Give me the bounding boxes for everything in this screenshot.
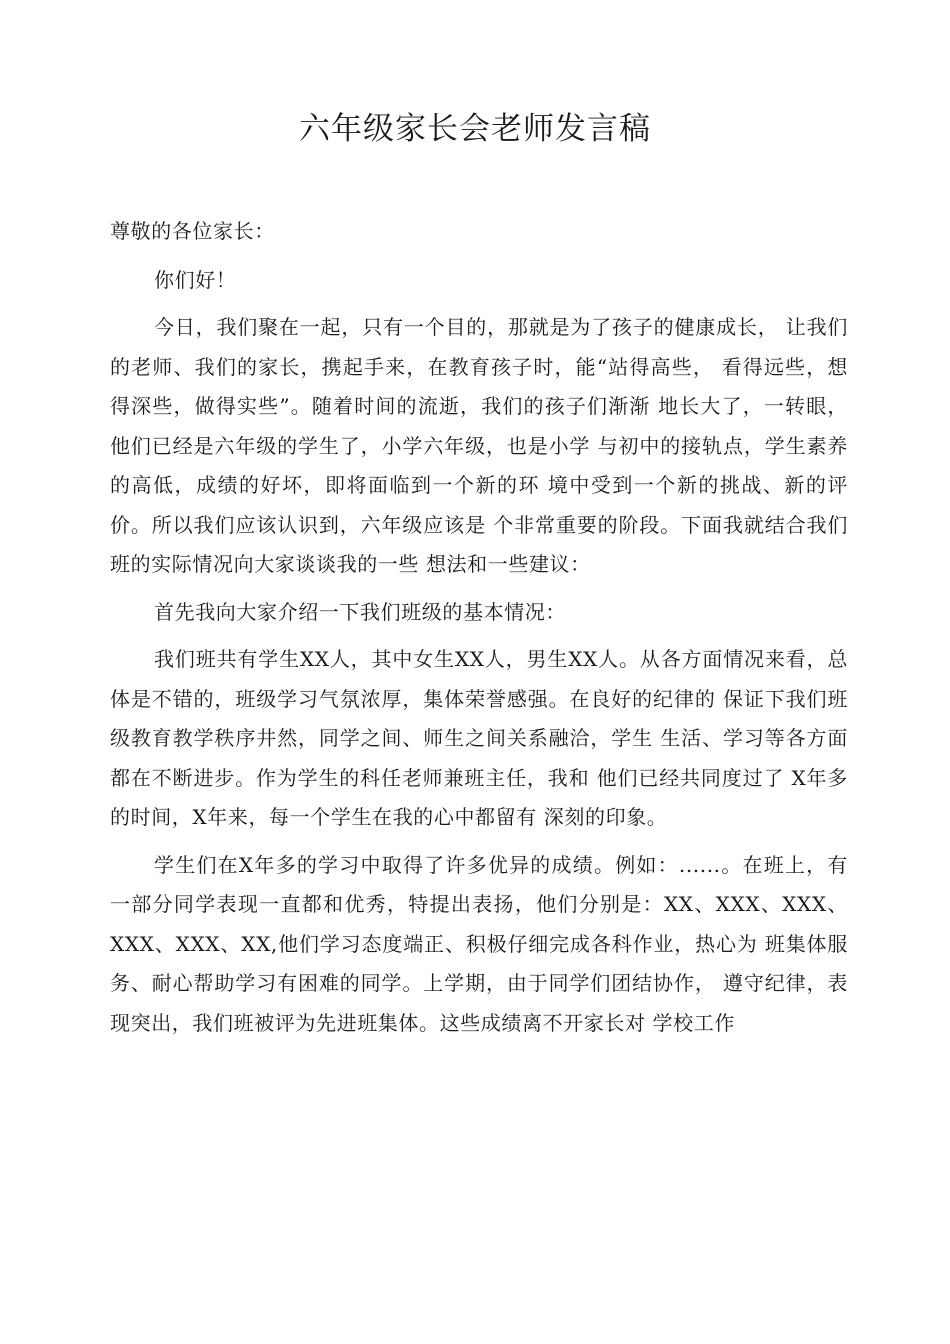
document-body [110,212,848,1043]
greeting: 你们好！ [154,267,237,292]
paragraph: 今日，我们聚在一起，只有一个目的，那就是为了孩子的健康成长， 让我们的老师、我们的家长，携起手来，在教育孩子时，能“站得高些， 看得远些，想得深些，做得实些”。随着时间的流逝，我们的孩子们渐渐 地长大了，一转眼，他们已经是六年级的学生了，小学六年级，也是小学 与初中的接轨点，学生素养的高低，成绩的好坏，即将面临到一个新的环 境中受到一个新的挑战、新的评价。所以我们应该认识到，六年级应该是 个非常重要的阶段。下面我就结合我们班的实际情况向大家谈谈我的一些 想法和一些建议： [110,315,848,576]
paragraph: 首先我向大家介绍一下我们班级的基本情况： [154,599,566,624]
salutation: 尊敬的各位家长： [110,219,275,243]
paragraph: 我们班共有学生XX人，其中女生XX人，男生XX人。从各方面情况来看，总体是不错的，班级学习气氛浓厚，集体荣誉感强。在良好的纪律的 保证下我们班级教育教学秩序井然，同学之间、师生之间关系融洽，学生 生活、学习等各方面都在不断进步。作为学生的科任老师兼班主任，我和 他们已经共同度过了 X年多的时间，X年来，每一个学生在我的心中都留有 深刻的印象。 [110,647,848,829]
document-title: 六年级家长会老师发言稿 [299,111,651,147]
paragraph: 学生们在X年多的学习中取得了许多优异的成绩。例如：......。在班上，有一部分同学表现一直都和优秀，特提出表扬，他们分别是：XX、XXX、XXX、XXX、XXX、XX,他们学习态度端正、积极仔细完成各科作业，热心为 班集体服务、耐心帮助学习有困难的同学。上学期，由于同学们团结协作， 遵守纪律，表现突出，我们班被评为先进班集体。这些成绩离不开家长对 学校工作 [110,852,848,1035]
